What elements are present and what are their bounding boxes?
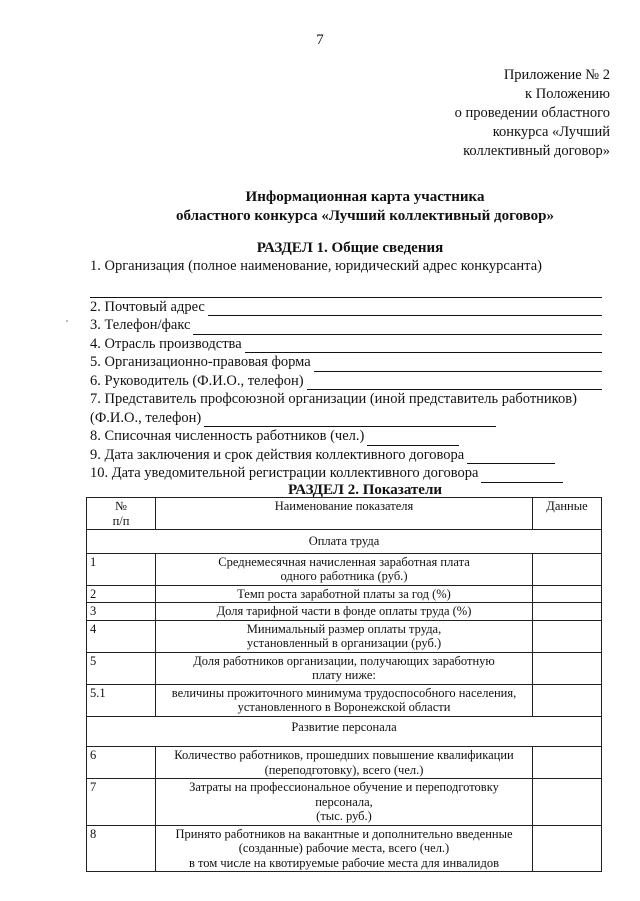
header-data: Данные bbox=[533, 498, 602, 530]
row-number: 2 bbox=[87, 585, 156, 603]
row-indicator-line: (тыс. руб.) bbox=[316, 809, 372, 823]
header-indicator-name: Наименование показателя bbox=[156, 498, 533, 530]
row-number: 1 bbox=[87, 553, 156, 585]
row-data-cell[interactable] bbox=[533, 585, 602, 603]
table-row bbox=[87, 603, 602, 621]
row-number: 6 bbox=[87, 747, 156, 779]
appendix-line: коллективный договор» bbox=[463, 143, 610, 159]
row-indicator-line: Минимальный размер оплаты труда, bbox=[246, 621, 442, 636]
table-row bbox=[87, 585, 602, 603]
field-label: 9. Дата заключения и срок действия коллективного договора bbox=[90, 446, 465, 463]
table-row bbox=[87, 779, 602, 826]
field-label: 4. Отрасль производства bbox=[90, 335, 242, 352]
row-indicator bbox=[156, 620, 533, 652]
group-title: Оплата труда bbox=[87, 530, 602, 554]
row-indicator-line: в том числе на квотируемые рабочие места для инвалидов bbox=[188, 855, 500, 870]
group-row-development bbox=[87, 716, 602, 747]
fill-line[interactable] bbox=[90, 284, 602, 298]
row-indicator-line: величины прожиточного минимума трудоспособного населения, bbox=[171, 685, 517, 700]
row-number: 7 bbox=[87, 779, 156, 826]
row-indicator bbox=[156, 684, 533, 716]
fill-line[interactable] bbox=[367, 432, 459, 446]
row-number: 5 bbox=[87, 652, 156, 684]
field-registration-date bbox=[90, 464, 602, 483]
row-indicator bbox=[156, 747, 533, 779]
field-label: (Ф.И.О., телефон) bbox=[90, 409, 202, 426]
appendix-line: о проведении областного bbox=[454, 105, 610, 121]
field-head bbox=[90, 372, 602, 391]
section1-title: РАЗДЕЛ 1. Общие сведения bbox=[256, 240, 444, 256]
row-indicator-line: Среднемесячная начисленная заработная плата bbox=[218, 554, 470, 569]
card-title-line: Информационная карта участника bbox=[245, 189, 485, 205]
field-phone-fax bbox=[90, 316, 602, 335]
fill-line[interactable] bbox=[481, 469, 563, 483]
field-label: 3. Телефон/факс bbox=[90, 317, 191, 333]
row-data-cell[interactable] bbox=[533, 779, 602, 826]
header-number-line2: п/п bbox=[112, 513, 130, 528]
row-indicator-line: Темп роста заработной платы за год (%) bbox=[237, 586, 451, 601]
row-indicator bbox=[156, 585, 533, 603]
row-data-cell[interactable] bbox=[533, 684, 602, 716]
row-data-cell[interactable] bbox=[533, 603, 602, 621]
fill-line[interactable] bbox=[314, 358, 602, 372]
field-headcount bbox=[90, 427, 602, 446]
section2-title: РАЗДЕЛ 2. Показатели bbox=[287, 482, 443, 498]
field-organization-blank[interactable] bbox=[90, 276, 602, 298]
field-industry bbox=[90, 335, 602, 354]
field-label: 5. Организационно-правовая форма bbox=[90, 354, 311, 370]
row-indicator bbox=[156, 603, 533, 621]
appendix-note bbox=[455, 66, 610, 161]
row-data-cell[interactable] bbox=[533, 747, 602, 779]
row-data-cell[interactable] bbox=[533, 620, 602, 652]
row-indicator-line: Принято работников на вакантные и дополнительно введенные bbox=[175, 826, 513, 841]
table-row bbox=[87, 684, 602, 716]
scan-speck bbox=[66, 320, 68, 322]
row-data-cell[interactable] bbox=[533, 652, 602, 684]
table-row bbox=[87, 553, 602, 585]
row-indicator bbox=[156, 553, 533, 585]
field-union-contact bbox=[90, 409, 602, 428]
field-label: 2. Почтовый адрес bbox=[90, 298, 205, 315]
field-label: 7. Представитель профсоюзной организации (иной представитель работников) bbox=[90, 391, 577, 407]
row-indicator-line: (созданные) рабочие места, всего (чел.) bbox=[238, 841, 450, 855]
field-organization bbox=[90, 257, 602, 276]
row-data-cell[interactable] bbox=[533, 553, 602, 585]
table-row bbox=[87, 747, 602, 779]
row-indicator-line: Доля тарифной части в фонде оплаты труда (%) bbox=[216, 604, 472, 618]
fill-line[interactable] bbox=[204, 413, 496, 427]
appendix-line: конкурса «Лучший bbox=[492, 124, 610, 140]
fill-line[interactable] bbox=[193, 321, 602, 335]
field-agreement-date bbox=[90, 446, 602, 465]
field-label: 8. Списочная численность работников (чел.) bbox=[90, 428, 365, 444]
row-indicator-line: Затраты на профессиональное обучение и переподготовку персонала, bbox=[189, 780, 499, 809]
row-number: 5.1 bbox=[87, 684, 156, 716]
row-number: 4 bbox=[87, 620, 156, 652]
row-indicator bbox=[156, 779, 533, 826]
fill-line[interactable] bbox=[467, 450, 555, 464]
row-indicator-line: Доля работников организации, получающих заработную bbox=[193, 653, 495, 668]
card-title bbox=[0, 188, 640, 226]
field-label: 6. Руководитель (Ф.И.О., телефон) bbox=[90, 372, 304, 389]
row-data-cell[interactable] bbox=[533, 825, 602, 872]
table-row bbox=[87, 825, 602, 872]
field-label: 10. Дата уведомительной регистрации коллективного договора bbox=[90, 465, 479, 481]
fill-line[interactable] bbox=[307, 376, 602, 390]
appendix-line: к Положению bbox=[525, 86, 610, 102]
field-legal-form bbox=[90, 353, 602, 372]
fill-line[interactable] bbox=[208, 302, 602, 316]
row-indicator-line: плату ниже: bbox=[312, 668, 376, 682]
field-postal-address bbox=[90, 298, 602, 317]
page-number: 7 bbox=[316, 32, 324, 48]
row-indicator-line: установленного в Воронежской области bbox=[237, 700, 451, 714]
table-row bbox=[87, 652, 602, 684]
row-indicator-line: одного работника (руб.) bbox=[280, 569, 408, 583]
table-row bbox=[87, 620, 602, 652]
row-number: 8 bbox=[87, 825, 156, 872]
group-row-pay bbox=[87, 530, 602, 554]
card-title-line: областного конкурса «Лучший коллективный договор» bbox=[175, 208, 555, 224]
header-number-line1: № bbox=[115, 499, 127, 513]
row-indicator bbox=[156, 825, 533, 872]
row-number: 3 bbox=[87, 603, 156, 621]
indicators-table bbox=[86, 497, 602, 872]
group-title: Развитие персонала bbox=[87, 716, 602, 747]
fill-line[interactable] bbox=[245, 339, 602, 353]
row-indicator-line: установленный в организации (руб.) bbox=[246, 636, 442, 650]
table-header-row bbox=[87, 498, 602, 530]
field-union-representative bbox=[90, 390, 602, 409]
row-indicator-line: Количество работников, прошедших повышение квалификации bbox=[174, 748, 514, 762]
field-label: 1. Организация (полное наименование, юридический адрес конкурсанта) bbox=[90, 258, 542, 274]
row-indicator bbox=[156, 652, 533, 684]
row-indicator-line: (переподготовку), всего (чел.) bbox=[264, 762, 424, 777]
header-number bbox=[87, 498, 156, 530]
general-info-fields bbox=[90, 257, 602, 483]
appendix-line: Приложение № 2 bbox=[503, 67, 610, 83]
